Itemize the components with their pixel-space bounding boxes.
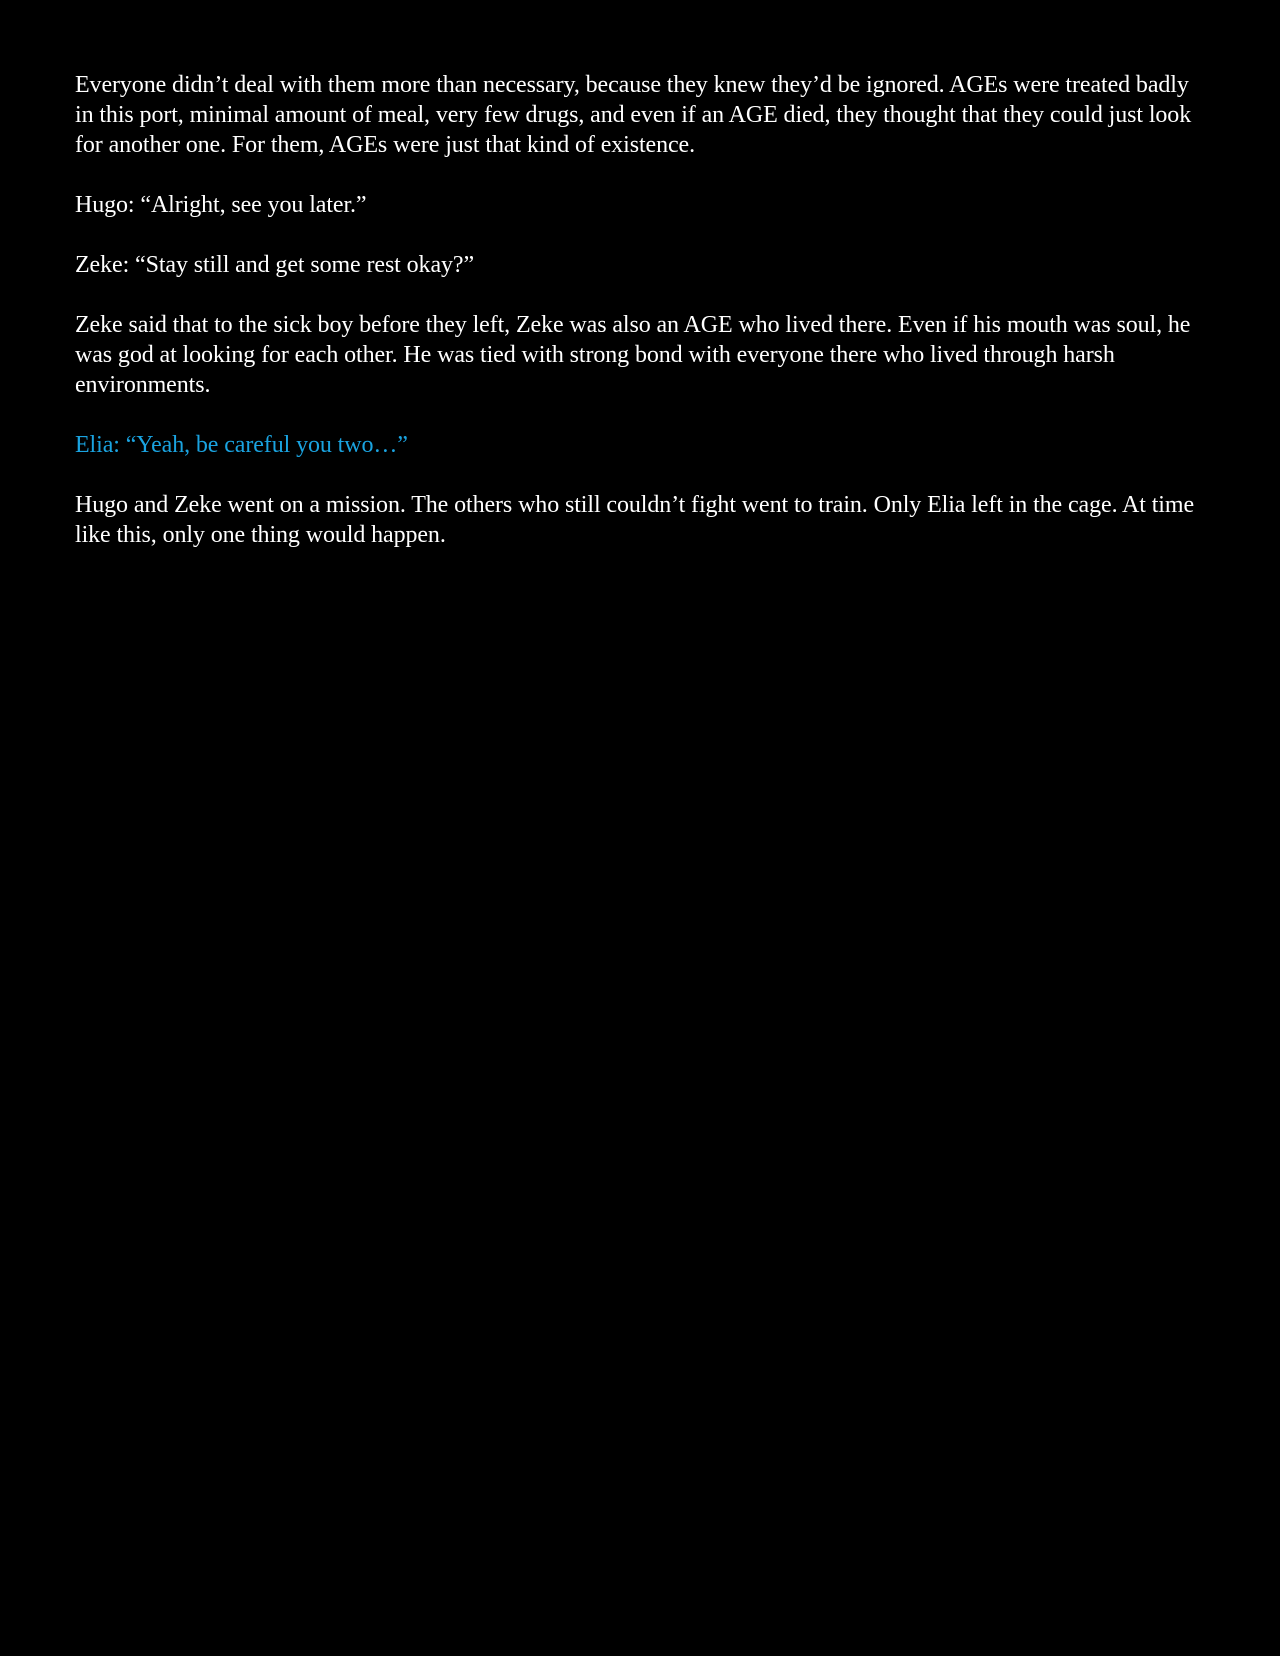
paragraph-dialogue-hugo: Hugo: “Alright, see you later.”	[75, 192, 367, 218]
paragraph-narration: Hugo and Zeke went on a mission. The others who still couldn’t fight went to train. Only Elia left in the cage. At time like this, only one thing would happen.	[75, 492, 1194, 548]
paragraph-narration: Zeke said that to the sick boy before they left, Zeke was also an AGE who lived there. Even if his mouth was soul, he was god at looking for each other. He was tied with strong bond with everyone there who lived through harsh environments.	[75, 312, 1191, 398]
paragraph-dialogue-elia: Elia: “Yeah, be careful you two…”	[75, 432, 408, 458]
paragraph-dialogue-zeke: Zeke: “Stay still and get some rest okay?”	[75, 252, 475, 278]
paragraph-narration: Everyone didn’t deal with them more than necessary, because they knew they’d be ignored. AGEs were treated badly in this port, minimal amount of meal, very few drugs, and even if an AGE died, they thought that they could just look for another one. For them, AGEs were just that kind of existence.	[75, 72, 1192, 158]
